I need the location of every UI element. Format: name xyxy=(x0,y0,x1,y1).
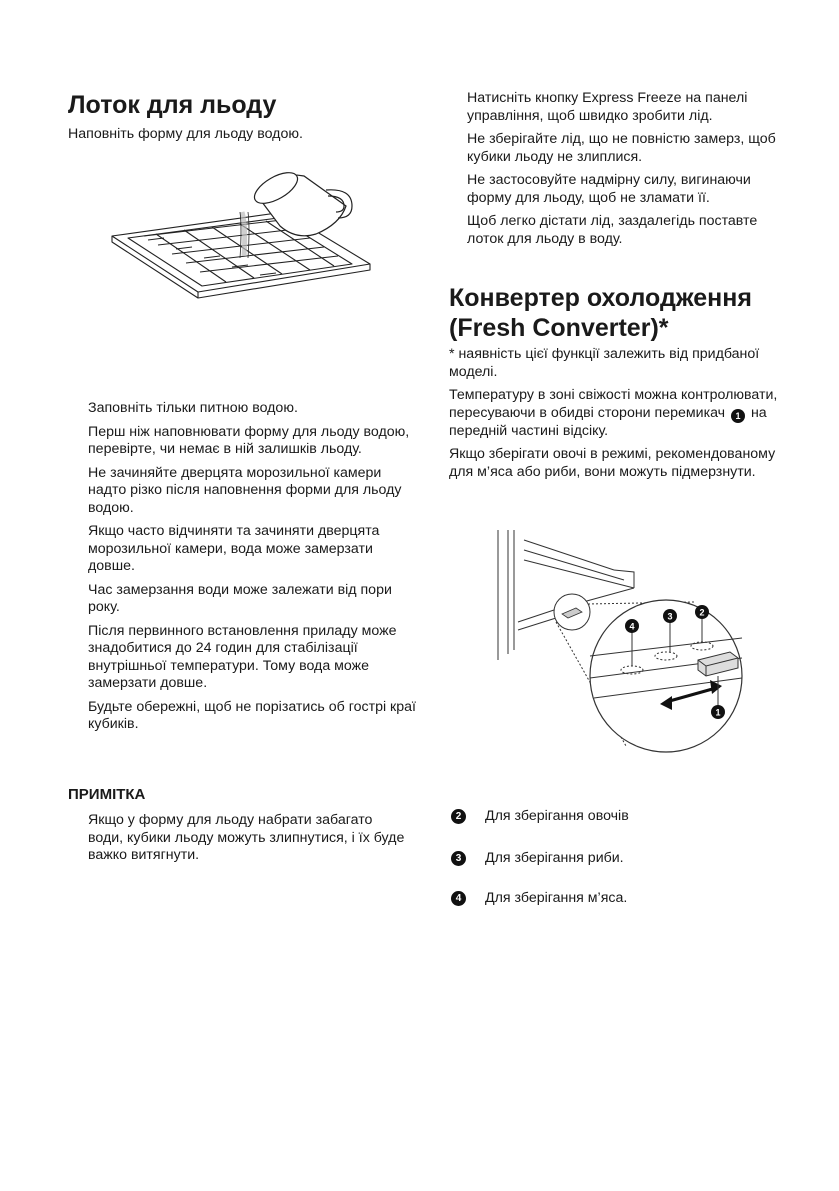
diagram-label-4: 4 xyxy=(629,621,635,632)
diagram-label-3: 3 xyxy=(667,611,673,622)
instruction-item: Заповніть тільки питною водою. xyxy=(88,400,298,416)
legend-text: Для зберігання овочів xyxy=(485,808,629,824)
ice-tray-intro: Наповніть форму для льоду водою. xyxy=(68,126,303,142)
legend-row xyxy=(451,807,629,825)
freeze-warning: Якщо зберігати овочі в режимі, рекомендованому для м’яса або риби, вони можуть підмерзнути. xyxy=(449,446,776,480)
legend-row xyxy=(451,849,624,867)
legend-text: Для зберігання риби. xyxy=(485,850,624,866)
instruction-item: Після первинного встановлення приладу може знадобитися до 24 годин для стабілізації внутрішньої температури. Тому вода може замерзати довше. xyxy=(88,622,397,691)
tip-item: Натисніть кнопку Express Freeze на панелі управління, щоб швидко зробити лід. xyxy=(467,90,748,124)
temperature-paragraph xyxy=(449,387,789,440)
diagram-label-2: 2 xyxy=(699,607,705,618)
diagram-label-1: 1 xyxy=(715,707,721,718)
note-title: ПРИМІТКА xyxy=(68,786,146,803)
temperature-text-before: Температуру в зоні свіжості можна контролювати, пересуваючи в обидві сторони перемикач xyxy=(449,387,778,421)
legend-badge: 4 xyxy=(451,891,466,906)
ice-tips xyxy=(467,90,787,254)
instruction-item: Не зачиняйте дверцята морозильної камери надто різко після наповнення форми для льоду водою. xyxy=(88,464,402,516)
switch-marker-badge: 1 xyxy=(731,409,745,423)
tip-item: Не застосовуйте надмірну силу, вигинаючи форму для льоду, щоб не зламати її. xyxy=(467,172,751,206)
instruction-item: Перш ніж наповнювати форму для льоду водою, перевірте, чи немає в ній залишків льоду. xyxy=(88,423,410,457)
fresh-converter-diagram xyxy=(494,526,746,766)
instruction-item: Якщо часто відчиняти та зачиняти дверцята морозильної камери, вода може замерзати довше. xyxy=(88,523,380,574)
temperature-text-after: на передній частині відсіку. xyxy=(449,404,767,439)
legend-text: Для зберігання м’яса. xyxy=(485,890,628,906)
fresh-converter-title xyxy=(449,283,752,343)
fresh-converter-title-line1: Конвертер охолодження xyxy=(449,284,752,312)
legend-row xyxy=(451,889,627,907)
instruction-item: Будьте обережні, щоб не порізатись об гострі краї кубиків. xyxy=(88,698,416,732)
ice-tray-title: Лоток для льоду xyxy=(68,91,277,119)
note-text: Якщо у форму для льоду набрати забагато води, кубики льоду можуть злипнутися, і їх буде важко витягнути. xyxy=(88,812,405,863)
fresh-converter-title-line2: (Fresh Converter)* xyxy=(449,314,669,342)
tip-item: Щоб легко дістати лід, заздалегідь поставте лоток для льоду в воду. xyxy=(467,213,758,247)
tip-item: Не зберігайте лід, що не повністю замерз, щоб кубики льоду не злиплися. xyxy=(467,131,776,165)
availability-note: * наявність цієї функції залежить від придбаної моделі. xyxy=(449,346,760,380)
instruction-item: Час замерзання води може залежати від пори року. xyxy=(88,581,392,615)
ice-tray-instructions xyxy=(88,400,418,740)
ice-tray-illustration xyxy=(108,166,373,316)
legend-badge: 2 xyxy=(451,809,466,824)
legend-badge: 3 xyxy=(451,851,466,866)
fresh-converter-text xyxy=(449,346,789,487)
